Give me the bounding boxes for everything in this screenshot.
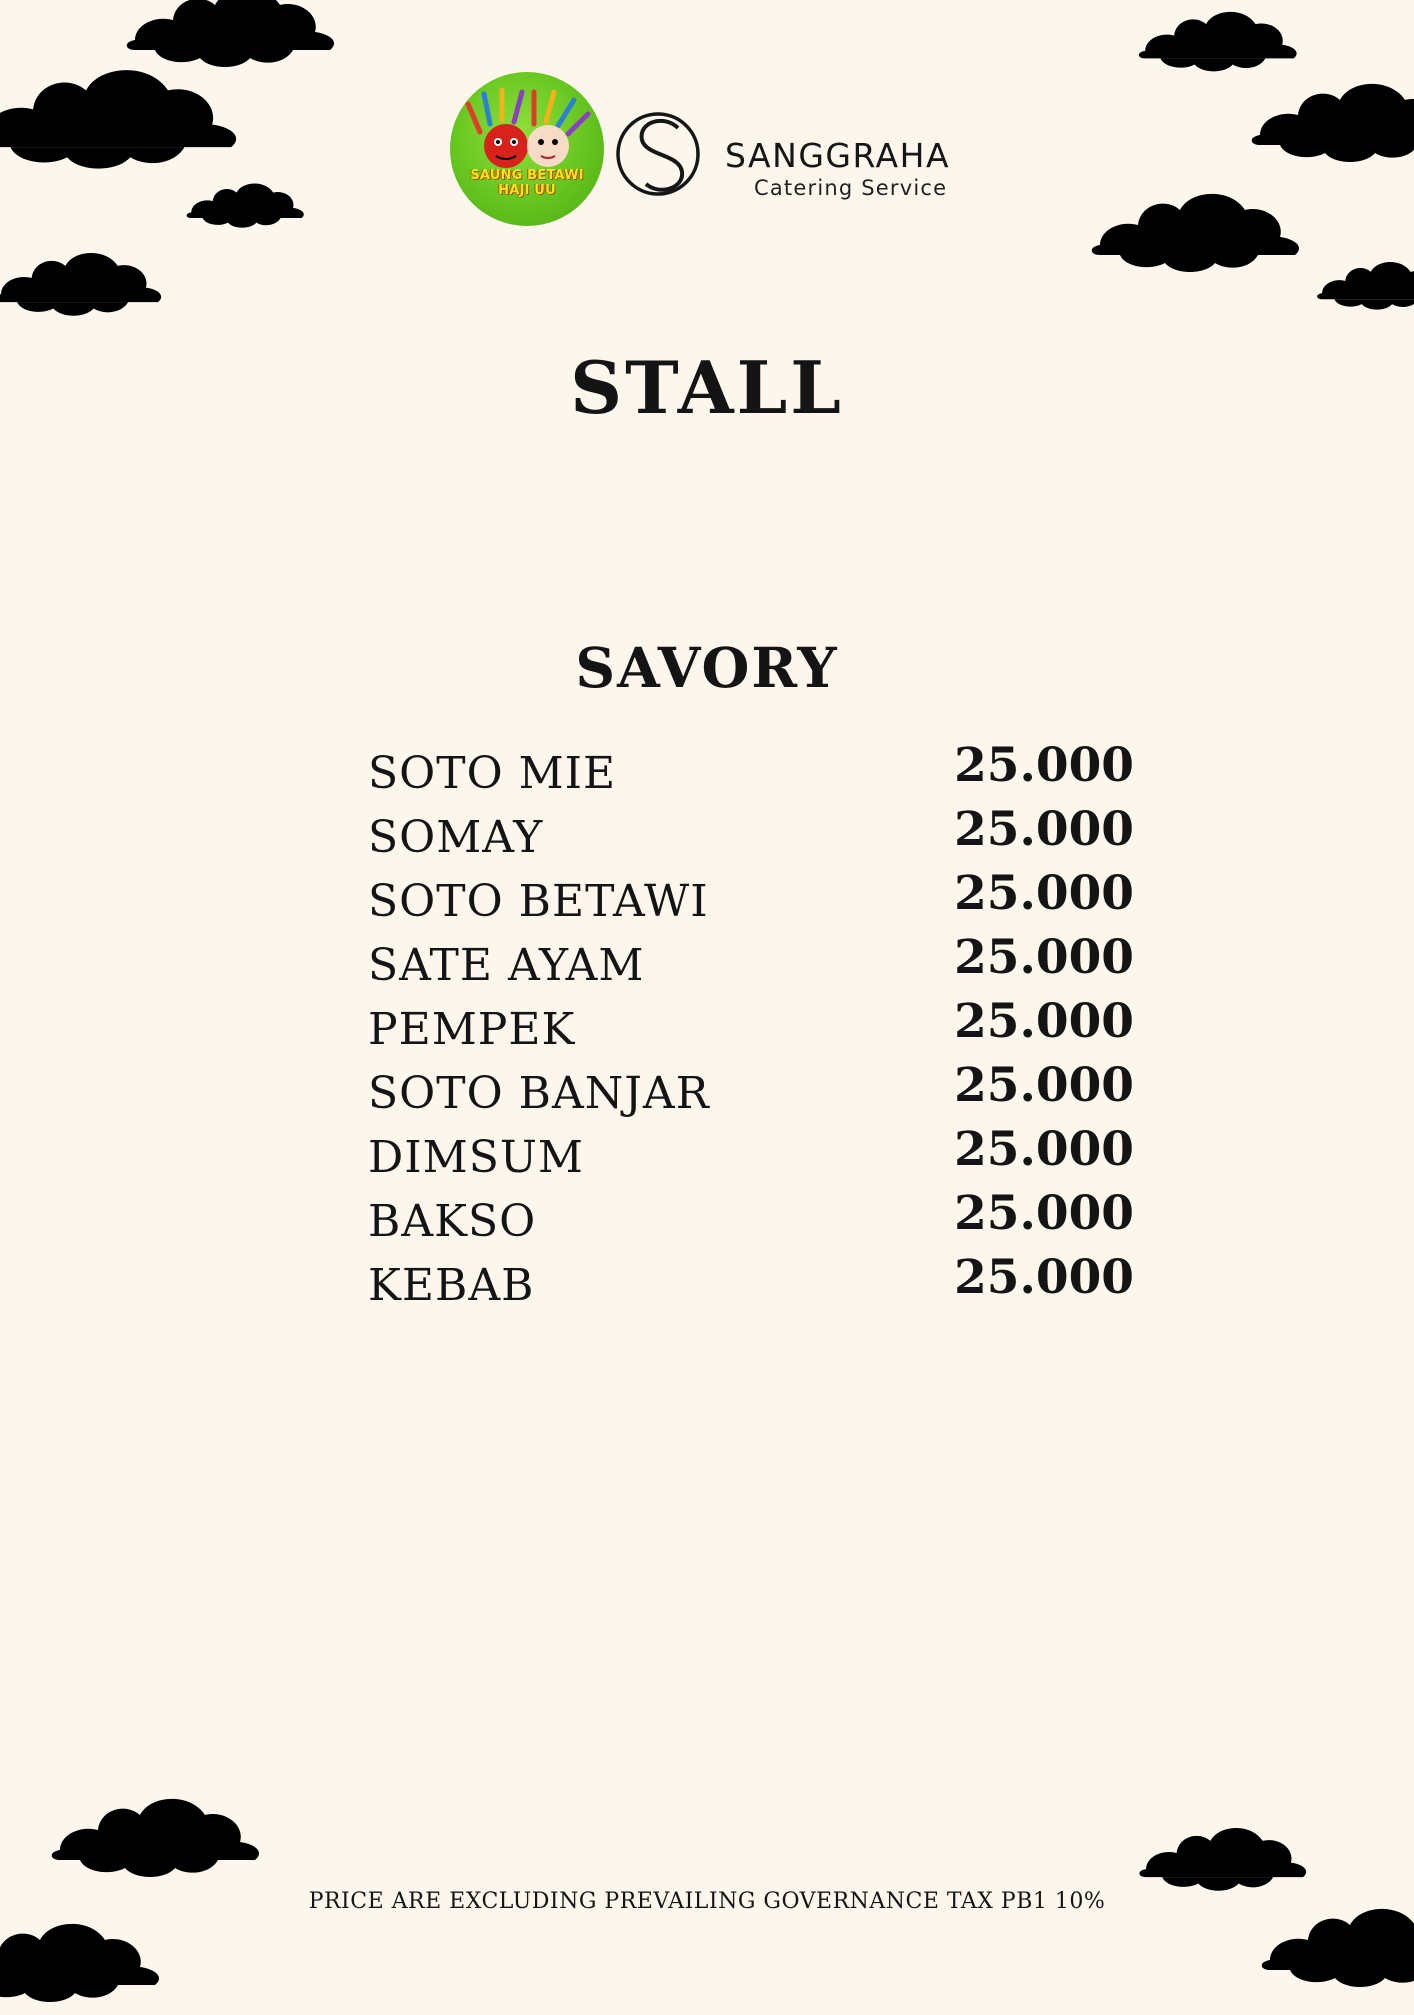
cloud-icon bbox=[0, 235, 170, 325]
menu-item bbox=[368, 868, 1138, 932]
menu-item bbox=[368, 932, 1138, 996]
item-name: BAKSO bbox=[368, 1196, 537, 1247]
cloud-icon bbox=[0, 45, 250, 180]
cloud-icon bbox=[180, 170, 310, 235]
cloud-icon bbox=[40, 1775, 270, 1890]
sanggraha-s-logo-icon bbox=[616, 104, 716, 204]
page-title: STALL bbox=[570, 345, 844, 430]
menu-item bbox=[368, 740, 1138, 804]
item-price: 25.000 bbox=[954, 738, 1134, 793]
brand-subtitle: Catering Service bbox=[754, 176, 948, 200]
item-name: SOMAY bbox=[368, 812, 544, 863]
menu-item bbox=[368, 1252, 1138, 1316]
section-title: SAVORY bbox=[575, 635, 839, 700]
tax-footnote: PRICE ARE EXCLUDING PREVAILING GOVERNANCE TAX PB1 10% bbox=[308, 1889, 1106, 1914]
item-price: 25.000 bbox=[954, 1122, 1134, 1177]
cloud-icon bbox=[1310, 245, 1414, 320]
item-name: DIMSUM bbox=[368, 1132, 584, 1183]
item-name: SATE AYAM bbox=[368, 940, 645, 991]
item-price: 25.000 bbox=[954, 866, 1134, 921]
item-name: KEBAB bbox=[368, 1260, 535, 1311]
menu-item bbox=[368, 1188, 1138, 1252]
menu-item bbox=[368, 996, 1138, 1060]
item-name: SOTO MIE bbox=[368, 748, 617, 799]
menu-list bbox=[368, 740, 1138, 1316]
menu-item bbox=[368, 804, 1138, 868]
betawi-logo-line2: HAJI UU bbox=[498, 183, 556, 198]
betawi-logo-line1: SAUNG BETAWI bbox=[470, 168, 584, 183]
item-name: SOTO BETAWI bbox=[368, 876, 709, 927]
cloud-icon bbox=[1240, 60, 1414, 175]
item-name: SOTO BANJAR bbox=[368, 1068, 710, 1119]
item-price: 25.000 bbox=[954, 1186, 1134, 1241]
cloud-icon bbox=[1080, 170, 1310, 285]
menu-item bbox=[368, 1060, 1138, 1124]
item-price: 25.000 bbox=[954, 994, 1134, 1049]
item-price: 25.000 bbox=[954, 1250, 1134, 1305]
item-price: 25.000 bbox=[954, 1058, 1134, 1113]
saung-betawi-logo bbox=[450, 72, 604, 226]
brand-name: SANGGRAHA bbox=[725, 136, 951, 175]
item-name: PEMPEK bbox=[368, 1004, 576, 1055]
logo-header bbox=[450, 72, 970, 232]
cloud-icon bbox=[0, 1900, 170, 2015]
menu-item bbox=[368, 1124, 1138, 1188]
item-price: 25.000 bbox=[954, 930, 1134, 985]
item-price: 25.000 bbox=[954, 802, 1134, 857]
ondel-ondel-faces-icon bbox=[450, 72, 604, 226]
